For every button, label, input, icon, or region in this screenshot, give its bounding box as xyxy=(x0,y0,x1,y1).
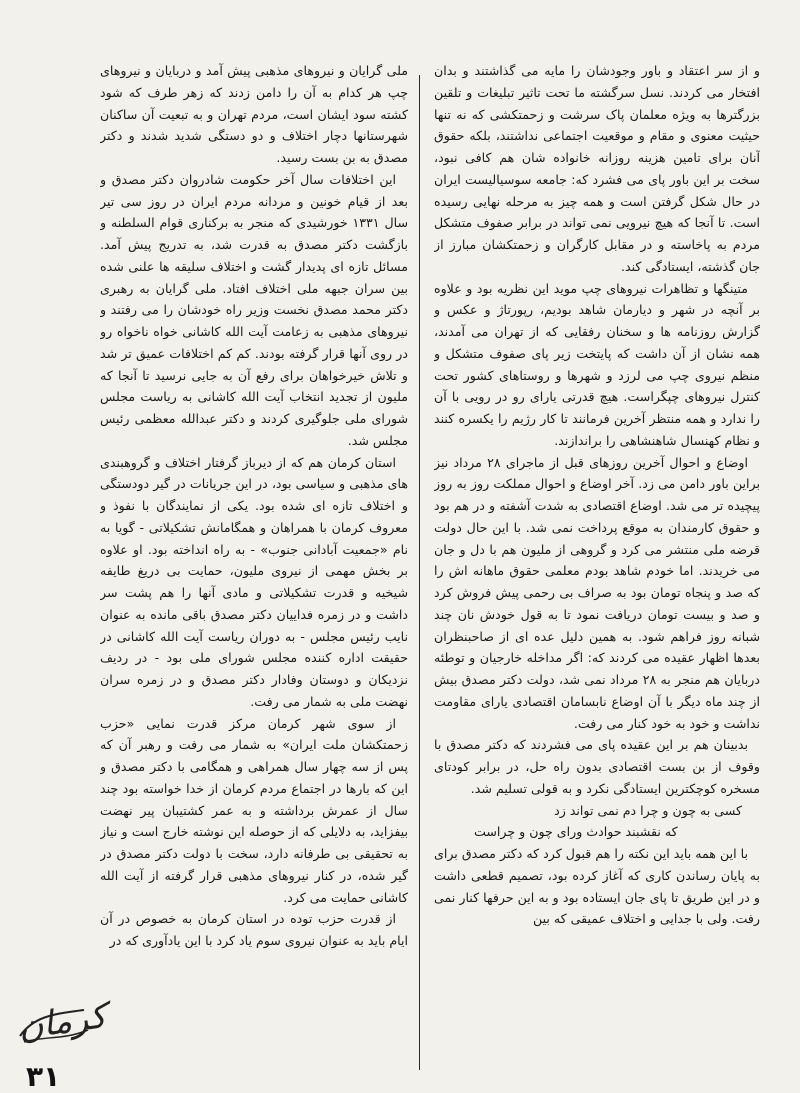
paragraph: این اختلافات سال آخر حکومت شادروان دکتر مصدق و بعد از قیام خونین و مردانه مردم ایران در روز سی تیر سال ۱۳۳۱ خورشیدی که منجر به برکناری قوام السلطنه و بازگشت دکتر مصدق به قدرت شد، به تدریج پیش آمد. مسائل تازه ای پدیدار گشت و اختلاف سلیقه ها علنی شده بین سران جبهه ملی اختلاف افتاد. ملی گرایان به رهبری دکتر محمد مصدق نخست وزیر راه خودشان را می رفتند و نیروهای مذهبی به زعامت آیت الله کاشانی خواه ناخواه رو در روی آنها قرار گرفته بودند. کم کم اختلافات عمیق تر شد و تلاش خیرخواهان برای رفع آن به جایی نرسید تا آنجا که ملیون از تجدید انتخاب آیت الله کاشانی به ریاست مجلس شورای ملی جلوگیری کردند و دکتر عبدالله معظمی رئیس مجلس شد. xyxy=(100,171,408,448)
paragraph: از قدرت حزب توده در استان کرمان به خصوص در آن ایام باید به عنوان نیروی سوم یاد کرد با این یادآوری که در xyxy=(100,911,408,948)
magazine-logo: کرمان xyxy=(15,996,109,1048)
column-divider xyxy=(419,75,420,1070)
poem-verse-2: که نقشبند حوادث ورای چون و چراست xyxy=(474,824,678,840)
article-column-left xyxy=(100,60,408,1032)
paragraph: و از سر اعتقاد و باور وجودشان را مایه می گذاشتند و بدان افتخار می کردند. نسل سرگشته ما تحت تاثیر تبلیغات و تلقین بزرگترها به ویژه معلمان پاک سرشت و زحمتکشی که نه تنها حیثیت معنوی و مقام و موقعیت اجتماعی نداشتند، بلکه حقوق آنان برای تامین هزینه روزانه خانواده شان هم کافی نبود، سخت بر این باور پای می فشرد که: جامعه سوسیالیست ایران در حال شکل گرفتن است و همه چیز به مرحله نهایی رسیده است. تا آنجا که هیچ نیرویی نمی تواند در برابر صفوف متشکل مردم به پاخاسته و در مقابل کارگران و زحمتکشان مبارز از جان گذشته، ایستادگی کند. xyxy=(434,63,760,274)
paragraph: استان کرمان هم که از دیرباز گرفتار اختلاف و گروهبندی های مذهبی و سیاسی بود، در این جریانات در گیر دودستگی و اختلاف تازه ای شده بود. یکی از نمایندگان با نفوذ و معروف کرمان با همراهان و همگامانش تشکیلاتی - گویا به نام «جمعیت آبادانی جنوب» - به راه انداخته بود. او علاوه بر بخش مهمی از نیروی ملیون، حمایت بی دریغ طایفه شیخیه و قدرت تشکیلاتی و مادی آنها را هم پشت سر داشت و در زمره فداییان دکتر مصدق باقی مانده به عنوان نایب رئیس مجلس - به دوران ریاست آیت الله کاشانی در حقیقت اداره کننده مجلس شورای ملی بود - در ردیف نزدیکان و دوستان وفادار دکتر مصدق و در زمره سران نهضت ملی به شمار می رفت. xyxy=(100,454,408,709)
paragraph: متینگها و تظاهرات نیروهای چپ موید این نظریه بود و علاوه بر آنچه در شهر و دیارمان شاهد بودیم، رپورتاژ و عکس و گزارش روزنامه ها و سخنان رفقایی که از تهران می آمدند، همه نشان از آن داشت که پایتخت زیر پای صفوف متشکل و منظم نیروی چپ می لرزد و شهرها و روستاهای کشور تحت کنترل نیروهای چپگراست. هیچ قدرتی یارای رو در رویی با آن را ندارد و همه منتظر آخرین فرمانند تا کار رژیم را یکسره کنند و نظام کهنسال شاهنشاهی را براندازند. xyxy=(434,280,760,448)
poem-verse-1: کسی به چون و چرا دم نمی تواند زد xyxy=(554,802,742,818)
page-number: ۳۱ xyxy=(26,1060,61,1093)
paragraph: اوضاع و احوال آخرین روزهای قبل از ماجرای ۲۸ مرداد نیز براین باور دامن می زد. آخر اوضاع و احوال مملکت روز به روز پیچیده تر می شد. اوضاع اقتصادی به شدت آشفته و در هم بود و حقوق کارمندان به موقع پرداخت نمی شد. با این حال دولت قرضه ملی منتشر می کرد و گروهی از ملیون هم با دل و جان می خریدند. اما خودم شاهد بودم معلمی حقوق ماهانه اش را که صد و پنجاه تومان بود به صراف بی رحمی پیش فروش کرد و صد و بیست تومان دریافت نمود تا به قول خودش نان چند شبانه روز فراهم شود. به همین دلیل عده ای از صاحبنظران بعدها اظهار عقیده می کردند که: اگر مداخله خارجیان و توطئه دربایان هم منجر به ۲۸ مرداد نمی شد، دولت دکتر مصدق بیش از چند ماه دیگر با آن اوضاع نابسامان اقتصادی یارای مقاومت نداشت و خود به خود کنار می رفت. xyxy=(434,454,760,731)
article-column-right xyxy=(434,60,760,1092)
paragraph: با این همه باید این نکته را هم قبول کرد که دکتر مصدق برای به پایان رساندن کاری که آغاز کرده بود، تصمیم قطعی داشت و در این طریق تا پای جان ایستاده بود و به این حرفها کنار نمی رفت. ولی با جدایی و اختلاف عمیقی که بین xyxy=(434,846,760,927)
paragraph: ملی گرایان و نیروهای مذهبی پیش آمد و دربایان و نیروهای چپ هر کدام به آن را دامن زدند که زهر طرف که شود کشته سود ایشان است، مردم تهران و به تبعیت آن ساکنان شهرستانها دچار اختلاف و دو دستگی شدید شدند و دکتر مصدق به بن بست رسید. xyxy=(100,63,408,165)
paragraph: از سوی شهر کرمان مرکز قدرت نمایی «حزب زحمتکشان ملت ایران» به شمار می رفت و رهبر آن که پس از سه چهار سال همراهی و همگامی با دکتر مصدق و این که بارها در اجتماع مردم کرمان از خدا خواسته بود چند سال از عمرش برداشته و به عمر کشتیبان پیر نهضت بیفزاید، به دلایلی که از حوصله این نوشته خارج است و نیاز به تحقیقی بی طرفانه دارد، سخت با دولت دکتر مصدق در گیر شده، در کنار نیروهای مذهبی قرار گرفته از آیت الله کاشانی حمایت می کرد. xyxy=(100,715,408,905)
paragraph: بدبینان هم بر این عقیده پای می فشردند که دکتر مصدق با وقوف از بن بست اقتصادی بدون راه حل، در برابر کودتای مسخره کوچکترین ایستادگی نکرد و به قولی تسلیم شد. xyxy=(434,737,760,796)
